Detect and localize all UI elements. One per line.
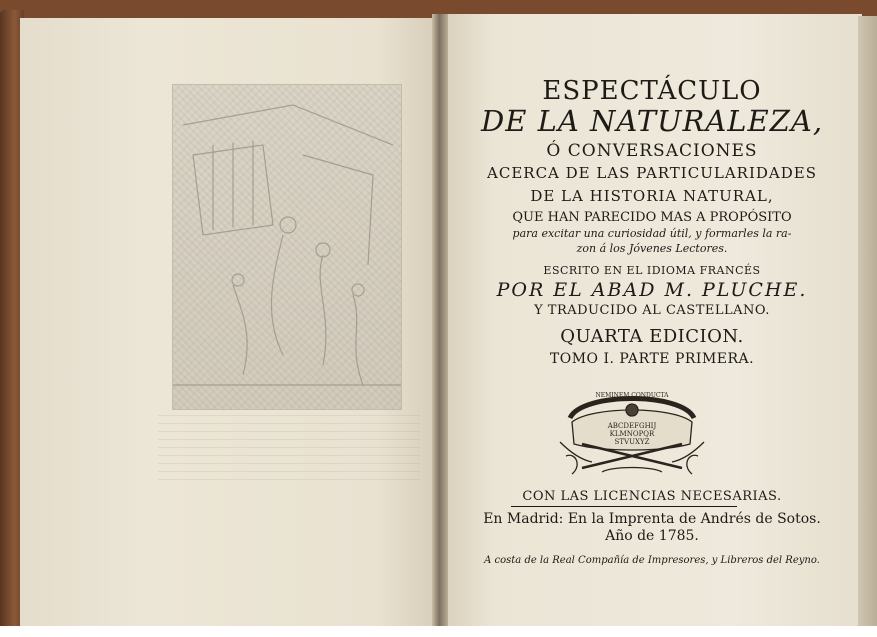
licenses-line: CON LAS LICENCIAS NECESARIAS. <box>522 489 782 504</box>
vignette-alphabet-1: ABCDEFGHIJ <box>607 422 657 430</box>
subtitle-line-6: zon á los Jóvenes Lectores. <box>576 242 728 255</box>
title-line-1: ESPECTÁCULO <box>542 76 762 106</box>
edition-line: QUARTA EDICION. <box>560 326 744 347</box>
subtitle-line-1: Ó CONVERSACIONES <box>546 141 758 161</box>
vignette-alphabet-3: STVUXYZ <box>614 438 650 446</box>
subtitle-line-4: QUE HAN PARECIDO MAS A PROPÓSITO <box>512 210 792 225</box>
vignette-alphabet-2: KLMNOPQR <box>609 430 655 438</box>
printers-device-vignette <box>552 382 712 480</box>
background-strip <box>0 626 877 637</box>
frontispiece-caption <box>158 408 420 480</box>
title-line-2: DE LA NATURALEZA, <box>480 104 824 138</box>
imprint-rule <box>511 506 737 507</box>
written-in-line: ESCRITO EN EL IDIOMA FRANCÉS <box>543 264 761 277</box>
imprint-line-1: En Madrid: En la Imprenta de Andrés de Sotos. <box>483 511 821 527</box>
author-line: POR EL ABAD M. PLUCHE. <box>496 279 808 301</box>
subtitle-line-3: DE LA HISTORIA NATURAL, <box>530 187 774 205</box>
subtitle-line-2: ACERCA DE LAS PARTICULARIDADES <box>487 164 817 182</box>
frontispiece-engraving <box>172 84 402 410</box>
subtitle-line-5: para excitar una curiosidad útil, y formarles la ra- <box>512 227 792 240</box>
imprint-line-3: A costa de la Real Compañía de Impresores, y Libreros del Reyno. <box>484 555 820 566</box>
imprint-line-2: Año de 1785. <box>605 528 699 544</box>
volume-line: TOMO I. PARTE PRIMERA. <box>549 351 755 367</box>
vignette-banner: NEMINEM CONDUCTA <box>595 392 669 399</box>
translated-line: Y TRADUCIDO AL CASTELLANO. <box>534 303 770 318</box>
